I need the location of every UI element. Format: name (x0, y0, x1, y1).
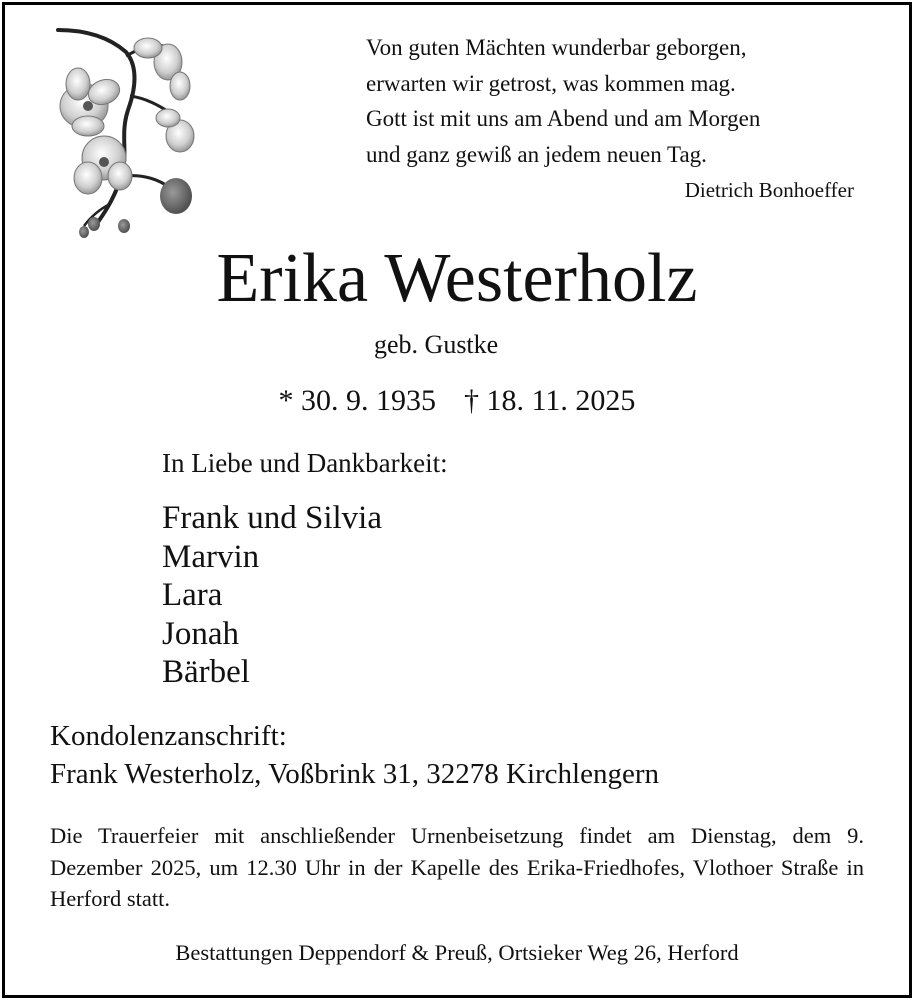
dedication-line: In Liebe und Dankbarkeit: (162, 448, 448, 478)
mourners-list (162, 499, 382, 692)
poem-line: Gott ist mit uns am Abend und am Morgen (366, 106, 761, 131)
poem-block (366, 30, 866, 203)
poem-line: erwarten wir getrost, was kommen mag. (366, 70, 736, 96)
condolence-label: Kondolenzanschrift: (50, 720, 287, 752)
poem-line: Von guten Mächten wunderbar geborgen, (366, 35, 747, 60)
undertaker-line: Bestattungen Deppendorf & Preuß, Ortsieker Weg 26, Herford (175, 940, 739, 965)
life-dates (0, 384, 914, 418)
mourner-name: Marvin (162, 538, 260, 575)
orchid-branch-icon (48, 26, 208, 241)
condolence-address: Frank Westerholz, Voßbrink 31, 32278 Kirchlengern (50, 758, 659, 790)
deceased-name: Erika Westerholz (216, 240, 698, 317)
maiden-name: geb. Gustke (374, 330, 499, 359)
poem-line: und ganz gewiß an jedem neuen Tag. (366, 141, 707, 167)
funeral-service-text: Die Trauerfeier mit anschließender Urnenbeisetzung findet am Dienstag, dem 9. Dezember 2025, um 12.30 Uhr in der Kapelle des Erika-Friedhofes, Vlothoer Straße in Herford statt. (50, 823, 864, 911)
mourner-name: Lara (162, 577, 223, 613)
mourner-name: Bärbel (162, 654, 250, 690)
birth-date: * 30. 9. 1935 (278, 384, 437, 417)
death-date: † 18. 11. 2025 (464, 384, 636, 417)
mourner-name: Jonah (162, 615, 239, 652)
poem-author: Dietrich Bonhoeffer (684, 178, 854, 202)
mourner-name: Frank und Silvia (162, 500, 382, 536)
